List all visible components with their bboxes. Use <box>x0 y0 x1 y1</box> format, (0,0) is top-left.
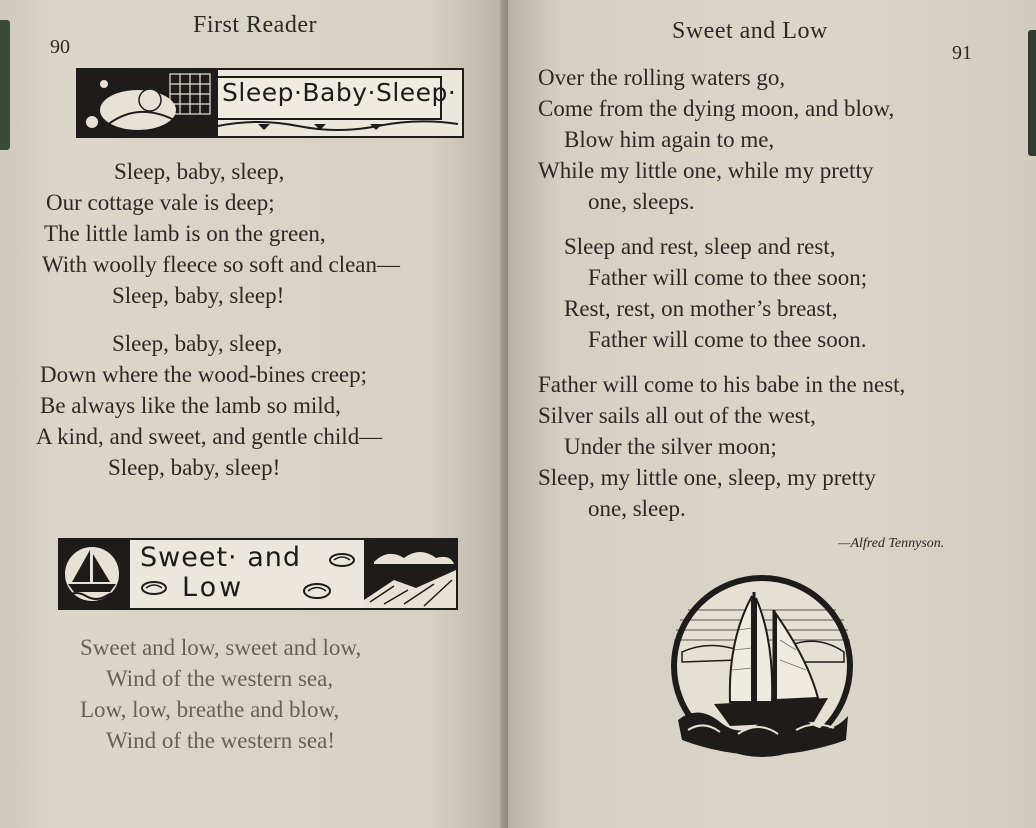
poem-sleep-baby-sleep <box>36 156 401 483</box>
page-number-left: 90 <box>50 36 70 58</box>
running-head-right: Sweet and Low <box>672 18 828 44</box>
seascape-illustration <box>364 540 456 608</box>
poem-line: With woolly fleece so soft and clean— <box>42 252 401 277</box>
poem-line: Father will come to thee soon; <box>588 265 868 290</box>
right-page <box>508 0 1036 828</box>
sweet-and-low-banner <box>58 538 458 610</box>
poem-line: Come from the dying moon, and blow, <box>538 96 895 121</box>
banner-ornament <box>218 116 458 134</box>
poem-line: one, sleeps. <box>588 189 695 214</box>
poem-line: Sweet and low, sweet and low, <box>80 635 362 660</box>
poem-line: Be always like the lamb so mild, <box>40 393 341 418</box>
poem-line: Sleep, baby, sleep! <box>112 283 285 308</box>
poem-line: A kind, and sweet, and gentle child— <box>36 424 383 449</box>
sailing-ship-illustration <box>60 540 130 608</box>
bookmark-tab-left <box>0 20 10 150</box>
poem-line: Our cottage vale is deep; <box>46 190 275 215</box>
poem-line: Down where the wood-bines creep; <box>40 362 367 387</box>
bookmark-tab-right <box>1028 30 1036 156</box>
sleeping-baby-illustration <box>78 70 218 136</box>
cloud-ornament <box>140 580 168 596</box>
poem-line: Under the silver moon; <box>564 434 777 459</box>
poem-line: The little lamb is on the green, <box>44 221 326 246</box>
sailing-ship-vignette-icon <box>668 570 856 762</box>
poem-line: Low, low, breathe and blow, <box>80 697 340 722</box>
banner-title-sweet-and: Sweet· and <box>140 542 301 573</box>
banner-title-sleep-baby-sleep: Sleep·Baby·Sleep· <box>222 78 457 107</box>
poem-line: Silver sails all out of the west, <box>538 403 816 428</box>
running-head-left: First Reader <box>193 12 317 38</box>
poem-line: Father will come to thee soon. <box>588 327 867 352</box>
poem-line: Rest, rest, on mother’s breast, <box>564 296 838 321</box>
page-number-right: 91 <box>952 42 972 64</box>
banner-title-low: Low <box>182 572 245 603</box>
poem-line: Sleep, baby, sleep, <box>114 159 285 184</box>
poem-line: Over the rolling waters go, <box>538 65 786 90</box>
poem-line: Sleep and rest, sleep and rest, <box>564 234 836 259</box>
poem-line: While my little one, while my pretty <box>538 158 874 183</box>
left-page <box>0 0 505 828</box>
poem-line: Sleep, baby, sleep! <box>108 455 281 480</box>
sleep-baby-sleep-banner <box>76 68 464 138</box>
poem-line: Wind of the western sea, <box>106 666 334 691</box>
cloud-ornament <box>302 582 332 600</box>
poem-line: Wind of the western sea! <box>106 728 335 753</box>
poem-sweet-and-low-continued <box>538 62 905 524</box>
poem-line: Father will come to his babe in the nest, <box>538 372 906 397</box>
poem-line: Sleep, my little one, sleep, my pretty <box>538 465 876 490</box>
poem-line: Sleep, baby, sleep, <box>112 331 283 356</box>
poem-line: one, sleep. <box>588 496 686 521</box>
cloud-ornament <box>328 552 356 568</box>
poem-sweet-and-low-start <box>80 632 361 756</box>
poem-line: Blow him again to me, <box>564 127 775 152</box>
poem-attribution: —Alfred Tennyson. <box>838 536 945 551</box>
